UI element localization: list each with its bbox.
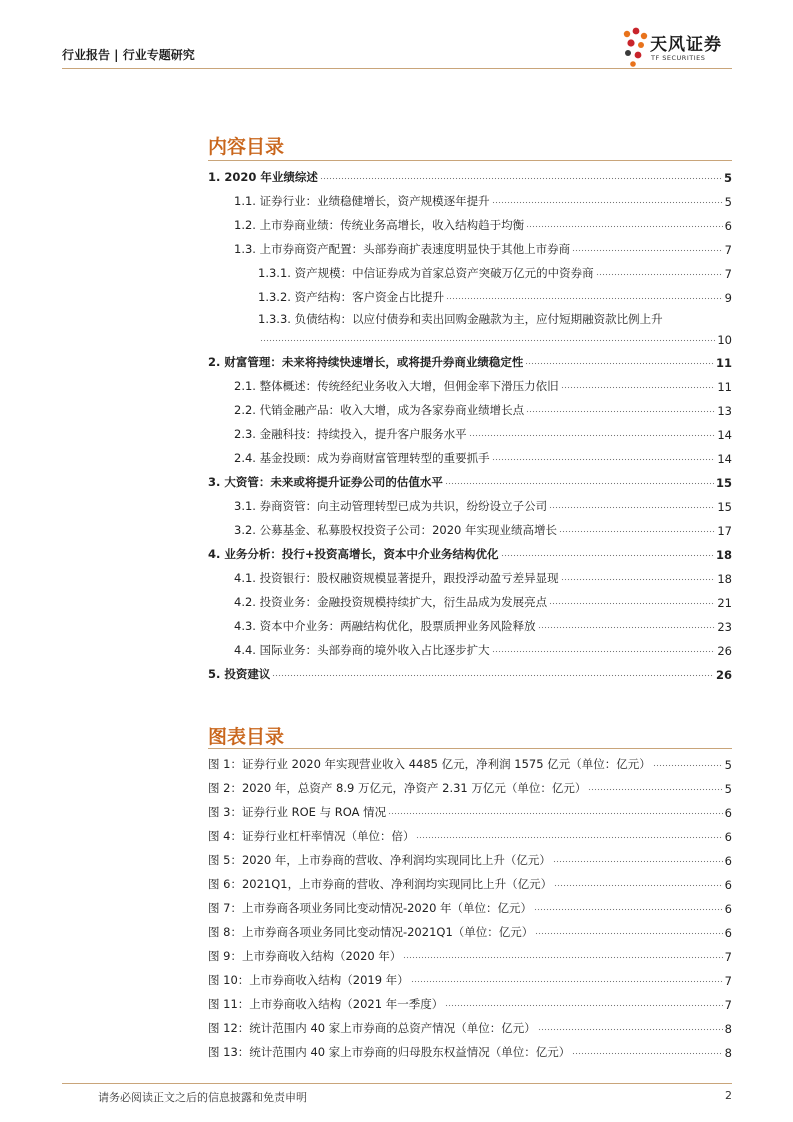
dot-leader [534, 908, 723, 912]
toc-entry-title: 4.3. 资本中介业务：两融结构优化，股票质押业务风险释放 [234, 619, 536, 633]
toc-entry[interactable] [234, 189, 732, 209]
figure-entry[interactable] [208, 752, 732, 772]
figure-entry-title: 图 1：证券行业 2020 年实现营业收入 4485 亿元，净利润 1575 亿元（单位：亿元） [208, 757, 651, 771]
dot-leader [446, 297, 723, 301]
toc-page-number: 7 [724, 243, 732, 257]
dot-leader [561, 386, 716, 390]
dot-leader [492, 201, 723, 205]
toc-page-number: 26 [715, 668, 732, 682]
toc-entry[interactable] [258, 261, 732, 281]
toc-entry-title: 2.1. 整体概述：传统经纪业务收入大增，但佣金率下滑压力依旧 [234, 379, 559, 393]
dot-leader [469, 434, 716, 438]
figure-page-number: 5 [724, 782, 732, 796]
dot-leader [445, 1004, 722, 1008]
dot-leader [538, 626, 716, 630]
toc-page-number: 18 [715, 548, 732, 562]
toc-entry[interactable] [208, 165, 732, 185]
toc-page-number: 14 [717, 452, 732, 466]
logo-mark-icon [622, 26, 650, 72]
dot-leader [588, 788, 722, 792]
figure-entry-title: 图 12：统计范围内 40 家上市券商的总资产情况（单位：亿元） [208, 1021, 536, 1035]
figures-heading-rule [208, 748, 732, 749]
figure-page-number: 7 [724, 950, 732, 964]
toc-heading: 内容目录 [208, 136, 285, 158]
toc-entry[interactable] [234, 590, 732, 610]
figures-heading: 图表目录 [208, 726, 285, 748]
toc-entry-title: 2. 财富管理：未来将持续快速增长，或将提升券商业绩稳定性 [208, 355, 524, 369]
toc-entry-title: 4.4. 国际业务：头部券商的境外收入占比逐步扩大 [234, 643, 490, 657]
toc-page-number: 5 [724, 195, 732, 209]
figure-page-number: 8 [724, 1022, 732, 1036]
figure-page-number: 6 [724, 854, 732, 868]
dot-leader [272, 674, 714, 678]
dot-leader [388, 812, 723, 816]
toc-entry[interactable] [234, 398, 732, 418]
figure-page-number: 7 [724, 998, 732, 1012]
figure-entry[interactable] [208, 992, 732, 1012]
toc-entry[interactable] [234, 446, 732, 466]
toc-entry-title: 4.1. 投资银行：股权融资规模显著提升，跟投浮动盈亏差异显现 [234, 571, 559, 585]
toc-entry[interactable] [234, 422, 732, 442]
figure-entry-title: 图 2：2020 年，总资产 8.9 万亿元，净资产 2.31 万亿元（单位：亿元） [208, 781, 587, 795]
toc-entry[interactable] [234, 518, 732, 538]
toc-entry-title: 2.3. 金融科技：持续投入，提升客户服务水平 [234, 427, 467, 441]
toc-entry-title[interactable]: 1.3.3. 负债结构：以应付债券和卖出回购金融款为主，应付短期融资款比例上升 [258, 312, 663, 326]
toc-entry-title: 1. 2020 年业绩综述 [208, 170, 318, 184]
toc-page-number: 7 [724, 267, 732, 281]
toc-page-number: 15 [717, 500, 732, 514]
toc-entry-title: 1.1. 证券行业：业绩稳健增长，资产规模逐年提升 [234, 194, 490, 208]
toc-entry[interactable] [258, 285, 732, 305]
toc-entry[interactable] [208, 470, 732, 490]
toc-entry-title: 5. 投资建议 [208, 667, 271, 681]
dot-leader [559, 530, 715, 534]
header-title: 行业报告 | 行业专题研究 [62, 48, 195, 62]
toc-page-number: 5 [723, 171, 732, 185]
toc-page-number: 23 [717, 620, 732, 634]
toc-entry-title: 2.4. 基金投顾：成为券商财富管理转型的重要抓手 [234, 451, 490, 465]
toc-page-number: 21 [717, 596, 732, 610]
toc-page-number: 13 [717, 404, 732, 418]
footer-disclaimer: 请务必阅读正文之后的信息披露和免责申明 [98, 1091, 307, 1104]
toc-entry[interactable] [234, 374, 732, 394]
figure-entry[interactable] [208, 968, 732, 988]
header-divider [62, 68, 732, 69]
footer-divider [62, 1083, 732, 1084]
figure-page-number: 8 [724, 1046, 732, 1060]
toc-entry[interactable] [234, 237, 732, 257]
figure-entry[interactable] [208, 944, 732, 964]
figure-entry[interactable] [208, 800, 732, 820]
toc-entry[interactable] [234, 614, 732, 634]
dot-leader [403, 956, 722, 960]
dot-leader [416, 836, 722, 840]
dot-leader [561, 578, 716, 582]
toc-entry[interactable] [234, 494, 732, 514]
figure-page-number: 7 [724, 974, 732, 988]
toc-page-number: 11 [715, 356, 732, 370]
company-logo [622, 26, 734, 72]
toc-entry-title: 3. 大资管：未来或将提升证券公司的估值水平 [208, 475, 443, 489]
toc-entry-title: 1.3.2. 资产结构：客户资金占比提升 [258, 290, 445, 304]
figure-page-number: 6 [724, 830, 732, 844]
figure-entry[interactable] [208, 848, 732, 868]
figure-entry[interactable] [208, 920, 732, 940]
toc-entry[interactable] [208, 542, 732, 562]
toc-entry[interactable] [234, 566, 732, 586]
dot-leader [538, 1028, 723, 1032]
figure-entry-title: 图 9：上市券商收入结构（2020 年） [208, 949, 402, 963]
figure-entry-title: 图 11：上市券商收入结构（2021 年一季度） [208, 997, 444, 1011]
toc-entry-title: 2.2. 代销金融产品：收入大增，成为各家券商业绩增长点 [234, 403, 525, 417]
toc-entry-title: 3.2. 公募基金、私募股权投资子公司：2020 年实现业绩高增长 [234, 523, 558, 537]
toc-page-number: 11 [717, 380, 732, 394]
figure-entry-title: 图 6：2021Q1，上市券商的营收、净利润均实现同比上升（亿元） [208, 877, 553, 891]
figure-entry[interactable] [208, 776, 732, 796]
toc-entry[interactable] [208, 350, 732, 370]
figure-page-number: 6 [724, 806, 732, 820]
figure-page-number: 5 [724, 758, 732, 772]
figure-entry[interactable] [208, 872, 732, 892]
figure-entry-title: 图 13：统计范围内 40 家上市券商的归母股东权益情况（单位：亿元） [208, 1045, 571, 1059]
toc-entry-title: 1.3. 上市券商资产配置：头部券商扩表速度明显快于其他上市券商 [234, 242, 571, 256]
dot-leader [535, 932, 722, 936]
figure-entry[interactable] [208, 1040, 732, 1060]
dot-leader [596, 273, 723, 277]
dot-leader [411, 980, 723, 984]
dot-leader [572, 249, 723, 253]
page-number: 2 [725, 1089, 732, 1102]
toc-entry-title: 4. 业务分析：投行+投资高增长，资本中介业务结构优化 [208, 547, 499, 561]
dot-leader [554, 884, 723, 888]
toc-entry[interactable] [234, 638, 732, 658]
toc-heading-rule [208, 160, 732, 161]
dot-leader [260, 339, 715, 343]
figure-entry-title: 图 8：上市券商各项业务同比变动情况-2021Q1（单位：亿元） [208, 925, 534, 939]
toc-entry[interactable] [234, 213, 732, 233]
toc-entry-title: 1.2. 上市券商业绩：传统业务高增长，收入结构趋于均衡 [234, 218, 525, 232]
toc-page-number: 26 [717, 644, 732, 658]
dot-leader [526, 410, 715, 414]
dot-leader [653, 764, 723, 768]
toc-page-number: 14 [717, 428, 732, 442]
figure-entry-title: 图 10：上市券商收入结构（2019 年） [208, 973, 409, 987]
dot-leader [553, 860, 723, 864]
figure-entry-title: 图 3：证券行业 ROE 与 ROA 情况 [208, 805, 387, 819]
toc-page-number: 18 [717, 572, 732, 586]
dot-leader [492, 650, 716, 654]
figure-entry-title: 图 5：2020 年，上市券商的营收、净利润均实现同比上升（亿元） [208, 853, 551, 867]
toc-entry[interactable] [208, 662, 732, 682]
logo-name: 天风证券 [650, 35, 722, 55]
figure-entry[interactable] [208, 896, 732, 916]
figure-entry[interactable] [208, 824, 732, 844]
dot-leader [445, 482, 714, 486]
dot-leader [526, 225, 723, 229]
figure-page-number: 6 [724, 878, 732, 892]
dot-leader [492, 458, 716, 462]
dot-leader [525, 362, 714, 366]
toc-entry-title: 4.2. 投资业务：金融投资规模持续扩大，衍生品成为发展亮点 [234, 595, 548, 609]
toc-entry-title: 3.1. 券商资管：向主动管理转型已成为共识，纷纷设立子公司 [234, 499, 548, 513]
toc-entry-title: 1.3.1. 资产规模：中信证券成为首家总资产突破万亿元的中资券商 [258, 266, 594, 280]
figure-page-number: 6 [724, 902, 732, 916]
figure-entry-title: 图 7：上市券商各项业务同比变动情况-2020 年（单位：亿元） [208, 901, 533, 915]
dot-leader [572, 1052, 722, 1056]
dot-leader [549, 602, 715, 606]
figure-entry[interactable] [208, 1016, 732, 1036]
toc-page-number: 15 [715, 476, 732, 490]
dot-leader [320, 177, 722, 181]
toc-page-number: 17 [717, 524, 732, 538]
dot-leader [501, 554, 714, 558]
toc-page-number: 10 [717, 333, 732, 347]
logo-subtitle: TF SECURITIES [651, 54, 706, 62]
toc-page-number: 6 [724, 219, 732, 233]
figure-entry-title: 图 4：证券行业杠杆率情况（单位：倍） [208, 829, 415, 843]
toc-entry[interactable] [258, 327, 732, 347]
toc-page-number: 9 [724, 291, 732, 305]
figure-page-number: 6 [724, 926, 732, 940]
dot-leader [549, 506, 715, 510]
